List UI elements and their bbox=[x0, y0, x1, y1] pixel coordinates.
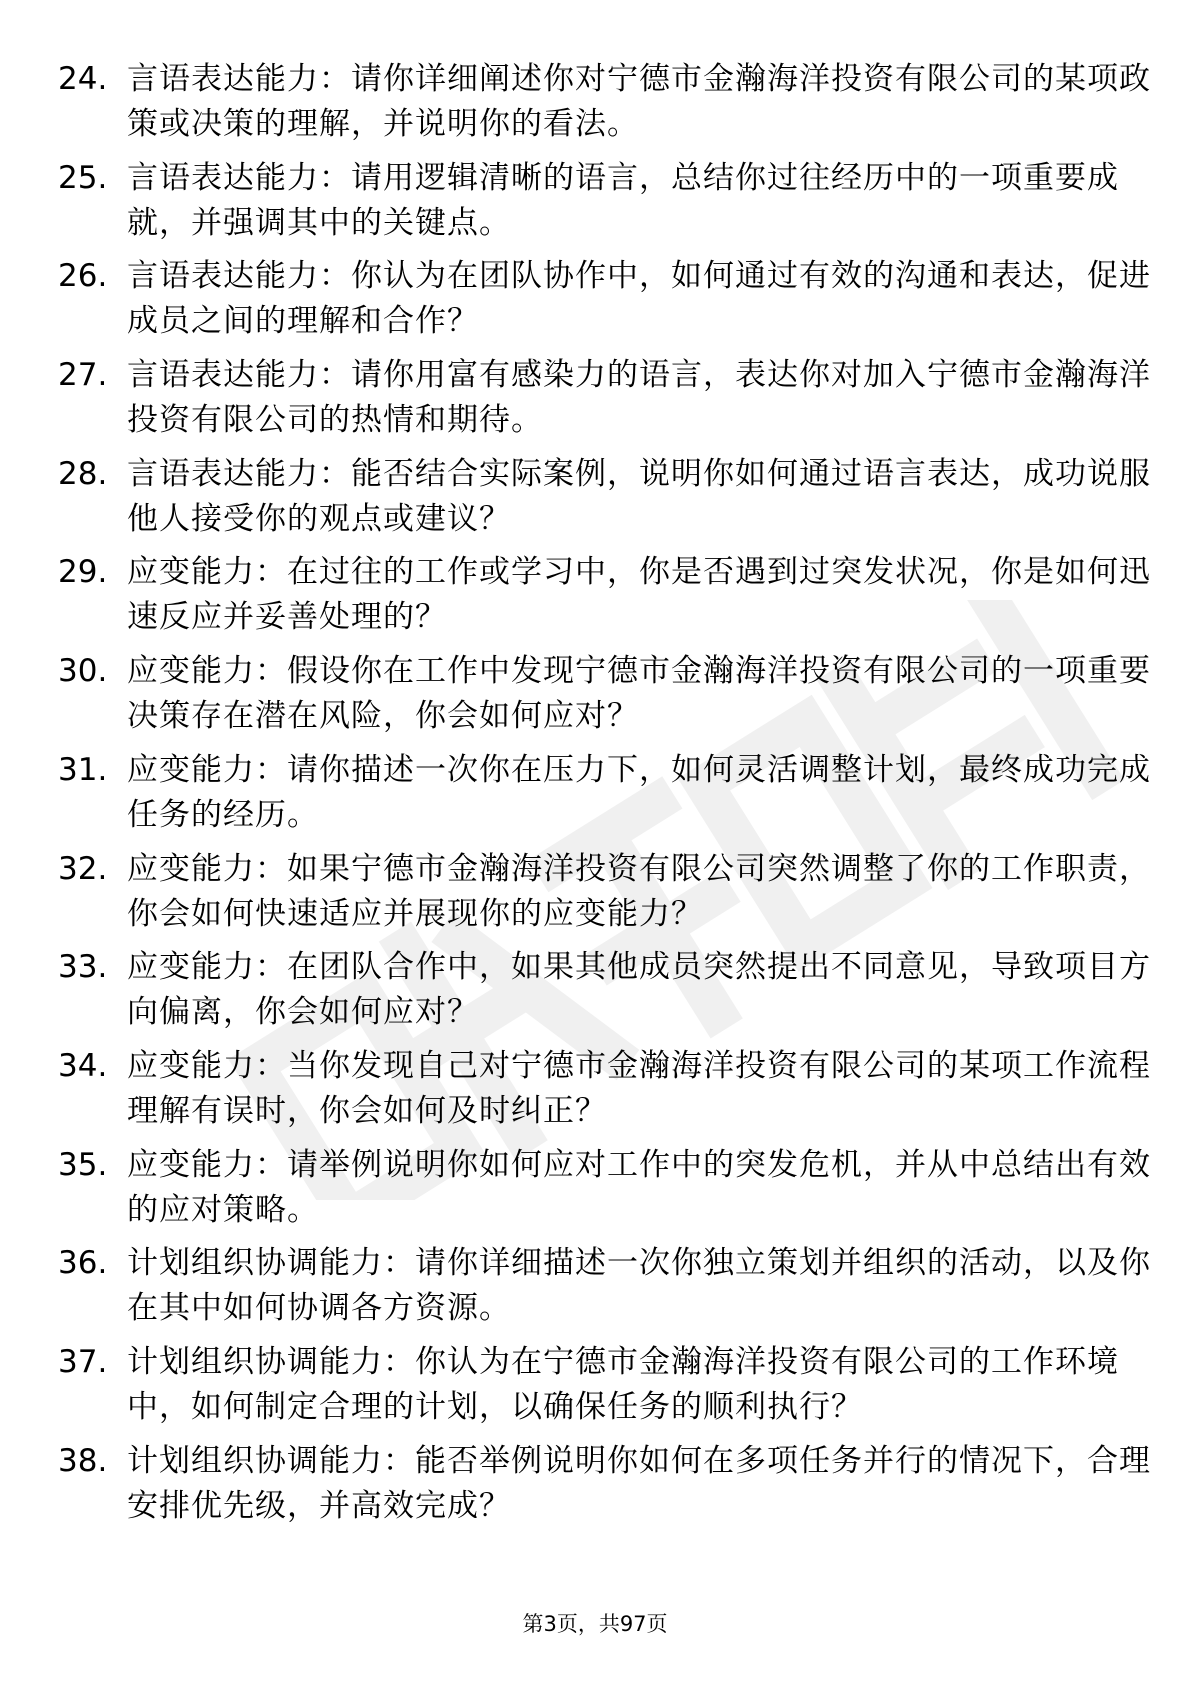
question-number: 24. bbox=[58, 61, 108, 97]
list-item bbox=[58, 254, 1151, 353]
list-item bbox=[58, 550, 1151, 649]
question-text: 言语表达能力：请你用富有感染力的语言，表达你对加入宁德市金瀚海洋投资有限公司的热情和期待。 bbox=[127, 357, 1151, 439]
question-text: 应变能力：请举例说明你如何应对工作中的突发危机，并从中总结出有效的应对策略。 bbox=[127, 1146, 1151, 1228]
question-text: 应变能力：在过往的工作或学习中，你是否遇到过突发状况，你是如何迅速反应并妥善处理的？ bbox=[127, 554, 1151, 636]
question-number: 38. bbox=[58, 1442, 108, 1479]
question-number: 27. bbox=[58, 357, 108, 394]
list-item bbox=[58, 1044, 1151, 1143]
list-item bbox=[58, 1439, 1151, 1538]
list-item bbox=[58, 945, 1151, 1044]
question-text: 计划组织协调能力：你认为在宁德市金瀚海洋投资有限公司的工作环境中，如何制定合理的计划，以确保任务的顺利执行？ bbox=[127, 1343, 1119, 1425]
list-item bbox=[58, 1340, 1138, 1439]
question-text: 应变能力：请你描述一次你在压力下，如何灵活调整计划，最终成功完成任务的经历。 bbox=[127, 751, 1151, 833]
question-text: 应变能力：当你发现自己对宁德市金瀚海洋投资有限公司的某项工作流程理解有误时，你会如何及时纠正？ bbox=[127, 1047, 1151, 1129]
list-item bbox=[58, 353, 1151, 452]
list-item bbox=[58, 1143, 1151, 1242]
list-item bbox=[58, 57, 1151, 156]
question-text: 计划组织协调能力：请你详细描述一次你独立策划并组织的活动，以及你在其中如何协调各方资源。 bbox=[127, 1245, 1151, 1327]
list-item bbox=[58, 847, 1151, 946]
question-text: 言语表达能力：你认为在团队协作中，如何通过有效的沟通和表达，促进成员之间的理解和合作？ bbox=[127, 258, 1151, 340]
page-number-footer: 第3页，共97页 bbox=[522, 1612, 668, 1636]
list-item bbox=[58, 452, 1151, 551]
question-text: 应变能力：如果宁德市金瀚海洋投资有限公司突然调整了你的工作职责，你会如何快速适应并展现你的应变能力？ bbox=[127, 850, 1151, 932]
question-number: 30. bbox=[58, 653, 108, 690]
question-number: 36. bbox=[58, 1245, 108, 1282]
question-text: 言语表达能力：请你详细阐述你对宁德市金瀚海洋投资有限公司的某项政策或决策的理解，并说明你的看法。 bbox=[127, 61, 1151, 142]
question-number: 29. bbox=[58, 554, 108, 591]
list-item bbox=[58, 748, 1151, 847]
question-number: 35. bbox=[58, 1146, 108, 1183]
question-text: 应变能力：假设你在工作中发现宁德市金瀚海洋投资有限公司的一项重要决策存在潜在风险，你会如何应对？ bbox=[127, 653, 1151, 735]
question-text: 应变能力：在团队合作中，如果其他成员突然提出不同意见，导致项目方向偏离，你会如何应对？ bbox=[127, 949, 1151, 1031]
question-text: 计划组织协调能力：能否举例说明你如何在多项任务并行的情况下，合理安排优先级，并高效完成？ bbox=[127, 1442, 1151, 1524]
question-text: 言语表达能力：能否结合实际案例，说明你如何通过语言表达，成功说服他人接受你的观点或建议？ bbox=[127, 455, 1151, 537]
question-number: 33. bbox=[58, 949, 108, 986]
question-number: 32. bbox=[58, 850, 108, 887]
question-list bbox=[58, 57, 1151, 1537]
list-item bbox=[58, 649, 1151, 748]
question-number: 25. bbox=[58, 159, 108, 196]
question-number: 37. bbox=[58, 1343, 108, 1380]
question-number: 34. bbox=[58, 1047, 108, 1084]
question-text: 言语表达能力：请用逻辑清晰的语言，总结你过往经历中的一项重要成就，并强调其中的关键点。 bbox=[127, 159, 1119, 241]
list-item bbox=[58, 156, 1138, 255]
question-number: 31. bbox=[58, 751, 108, 788]
question-number: 28. bbox=[58, 455, 108, 492]
list-item bbox=[58, 1241, 1151, 1340]
question-number: 26. bbox=[58, 258, 108, 295]
